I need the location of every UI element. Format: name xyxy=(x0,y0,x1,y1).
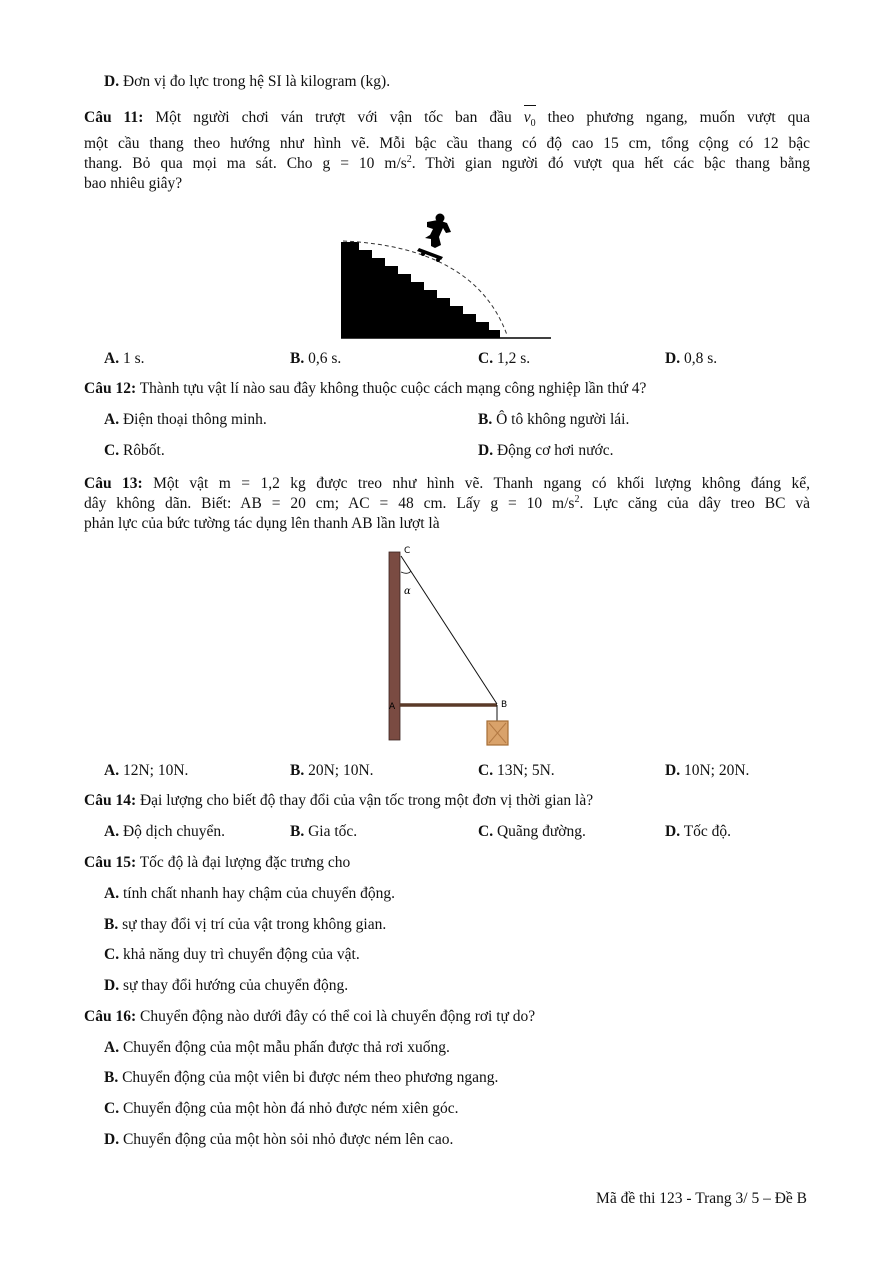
option-label: B. xyxy=(290,823,305,840)
staircase-figure xyxy=(335,205,560,345)
question-text: Chuyển động nào dưới đây có thể coi là chuyển động rơi tự do? xyxy=(139,1008,536,1025)
question-label: Câu 12: xyxy=(84,380,137,397)
option-label: C. xyxy=(478,350,494,367)
option-text: Quãng đường. xyxy=(496,823,586,840)
question-text: Đại lượng cho biết độ thay đổi của vận tốc trong một đơn vị thời gian là? xyxy=(139,792,594,809)
option-text: 1,2 s. xyxy=(496,350,531,367)
option-text: khả năng duy trì chuyển động của vật. xyxy=(122,946,360,963)
q13-text: dây không dãn. Biết: AB = 20 cm; AC = 48 cm. Lấy g = 10 m/s xyxy=(84,495,575,512)
option-label: A. xyxy=(104,1039,120,1056)
option-label: D. xyxy=(665,762,681,779)
option-label: C. xyxy=(478,823,494,840)
q15-option-b xyxy=(104,916,386,934)
question-label: Câu 15: xyxy=(84,854,137,871)
option-label: C. xyxy=(104,946,120,963)
q12-option-b xyxy=(478,411,629,429)
q13-line-3: phản lực của bức tường tác dụng lên thanh AB lần lượt là xyxy=(84,515,440,532)
option-text: 20N; 10N. xyxy=(308,762,374,779)
option-text: Tốc độ. xyxy=(683,823,732,840)
q16-option-c xyxy=(104,1100,459,1118)
option-text: tính chất nhanh hay chậm của chuyển động. xyxy=(122,885,395,902)
q11-option-c xyxy=(478,350,530,368)
option-label: A. xyxy=(104,885,120,902)
angle-alpha-arc xyxy=(401,571,411,573)
q11-text: Một người chơi ván trượt với vận tốc ban đầu xyxy=(155,109,524,126)
option-text: 12N; 10N. xyxy=(122,762,189,779)
option-text: 0,8 s. xyxy=(683,350,718,367)
q11-line-3 xyxy=(84,154,810,174)
q11-text: . Thời gian người đó vượt qua hết các bậc thang bằng xyxy=(411,155,810,173)
question-text: Thành tựu vật lí nào sau đây không thuộc cuộc cách mạng công nghiệp lần thứ 4? xyxy=(139,380,647,397)
v0-symbol xyxy=(524,108,536,134)
q13-text: . Lực căng của dây treo BC và xyxy=(579,495,810,512)
question-15 xyxy=(84,854,350,872)
staircase-shape xyxy=(341,242,500,338)
q13-option-c xyxy=(478,762,555,780)
q14-option-b xyxy=(290,823,357,841)
option-label: D. xyxy=(104,1131,120,1148)
question-label: Câu 16: xyxy=(84,1008,137,1025)
q11-option-a xyxy=(104,350,145,368)
option-label: D. xyxy=(104,977,120,994)
q11-text: thang. Bỏ qua mọi ma sát. Cho g = 10 m/s xyxy=(84,155,407,173)
q12-option-d xyxy=(478,442,613,460)
option-label: B. xyxy=(290,762,305,779)
option-text: Độ dịch chuyển. xyxy=(122,823,225,840)
option-label: A. xyxy=(104,823,120,840)
q15-option-a xyxy=(104,885,395,903)
label-c: C xyxy=(404,546,411,556)
option-text: Rôbốt. xyxy=(122,442,165,459)
option-text: Chuyển động của một viên bi được ném theo phương ngang. xyxy=(122,1069,499,1086)
q15-option-c xyxy=(104,946,360,964)
option-text: sự thay đổi vị trí của vật trong không gian. xyxy=(122,916,387,933)
label-b: B xyxy=(501,700,508,710)
option-label: B. xyxy=(104,916,119,933)
question-13 xyxy=(84,474,810,534)
q13-line-1 xyxy=(84,474,810,494)
option-text: 13N; 5N. xyxy=(496,762,555,779)
skateboarder-icon xyxy=(417,214,451,263)
option-text: Chuyển động của một hòn đá nhỏ được ném xiên góc. xyxy=(122,1100,459,1117)
option-label: C. xyxy=(104,1100,120,1117)
option-label: A. xyxy=(104,350,120,367)
q16-option-d xyxy=(104,1131,453,1149)
question-label: Câu 14: xyxy=(84,792,137,809)
label-alpha: α xyxy=(404,586,411,597)
question-label: Câu 11: xyxy=(84,109,144,126)
page-footer: Mã đề thi 123 - Trang 3/ 5 – Đề B xyxy=(596,1190,807,1207)
v-subscript: 0 xyxy=(530,118,536,130)
option-text: sự thay đổi hướng của chuyển động. xyxy=(122,977,349,994)
q11-line-2: một cầu thang theo hướng như hình vẽ. Mỗi bậc cầu thang có độ cao 15 cm, tổng cộng có 12 bậc xyxy=(84,135,810,153)
question-12 xyxy=(84,380,646,398)
q12-option-c xyxy=(104,442,165,460)
q11-line-4: bao nhiêu giây? xyxy=(84,175,183,193)
q15-option-d xyxy=(104,977,348,995)
q11-option-b xyxy=(290,350,341,368)
option-label: D. xyxy=(665,350,681,367)
question-label: Câu 13: xyxy=(84,475,143,492)
q11-text: theo phương ngang, muốn vượt qua xyxy=(535,109,810,126)
option-label: C. xyxy=(478,762,494,779)
question-text: Tốc độ là đại lượng đặc trưng cho xyxy=(139,854,351,871)
q14-option-d xyxy=(665,823,731,841)
hanging-mass-figure xyxy=(380,542,520,752)
q13-text: Một vật m = 1,2 kg được treo như hình vẽ. Thanh ngang có khối lượng không đáng kể, xyxy=(153,475,811,492)
option-text: Động cơ hơi nước. xyxy=(496,442,614,459)
option-d-unit xyxy=(104,73,390,91)
option-label: B. xyxy=(104,1069,119,1086)
superscript: 2 xyxy=(406,153,412,165)
option-text: Chuyển động của một mẫu phấn được thả rơi xuống. xyxy=(122,1039,450,1056)
option-label: B. xyxy=(478,411,493,428)
q11-option-d xyxy=(665,350,717,368)
question-16 xyxy=(84,1008,535,1026)
option-label: D. xyxy=(478,442,494,459)
q14-option-c xyxy=(478,823,586,841)
question-11 xyxy=(84,108,810,194)
option-label: C. xyxy=(104,442,120,459)
q12-option-a xyxy=(104,411,267,429)
option-label: A. xyxy=(104,762,120,779)
q16-option-a xyxy=(104,1039,450,1057)
v-symbol: v xyxy=(523,109,531,126)
option-label: A. xyxy=(104,411,120,428)
q13-option-b xyxy=(290,762,374,780)
q16-option-b xyxy=(104,1069,498,1087)
option-label: D. xyxy=(104,73,120,90)
option-text: Đơn vị đo lực trong hệ SI là kilogram (kg). xyxy=(122,73,391,90)
q11-line-1 xyxy=(84,108,810,134)
string-bc xyxy=(401,556,497,704)
superscript: 2 xyxy=(574,493,580,505)
label-a: A xyxy=(389,702,396,712)
option-text: 0,6 s. xyxy=(308,350,342,367)
option-text: 1 s. xyxy=(122,350,145,367)
option-label: B. xyxy=(290,350,305,367)
option-label: D. xyxy=(665,823,681,840)
option-text: Ô tô không người lái. xyxy=(496,411,630,428)
q13-line-2 xyxy=(84,494,810,514)
q13-option-a xyxy=(104,762,188,780)
option-text: Chuyển động của một hòn sỏi nhỏ được ném lên cao. xyxy=(122,1131,454,1148)
question-14 xyxy=(84,792,593,810)
option-text: 10N; 20N. xyxy=(683,762,750,779)
q14-option-a xyxy=(104,823,225,841)
option-text: Gia tốc. xyxy=(308,823,358,840)
q13-option-d xyxy=(665,762,749,780)
option-text: Điện thoại thông minh. xyxy=(122,411,267,428)
